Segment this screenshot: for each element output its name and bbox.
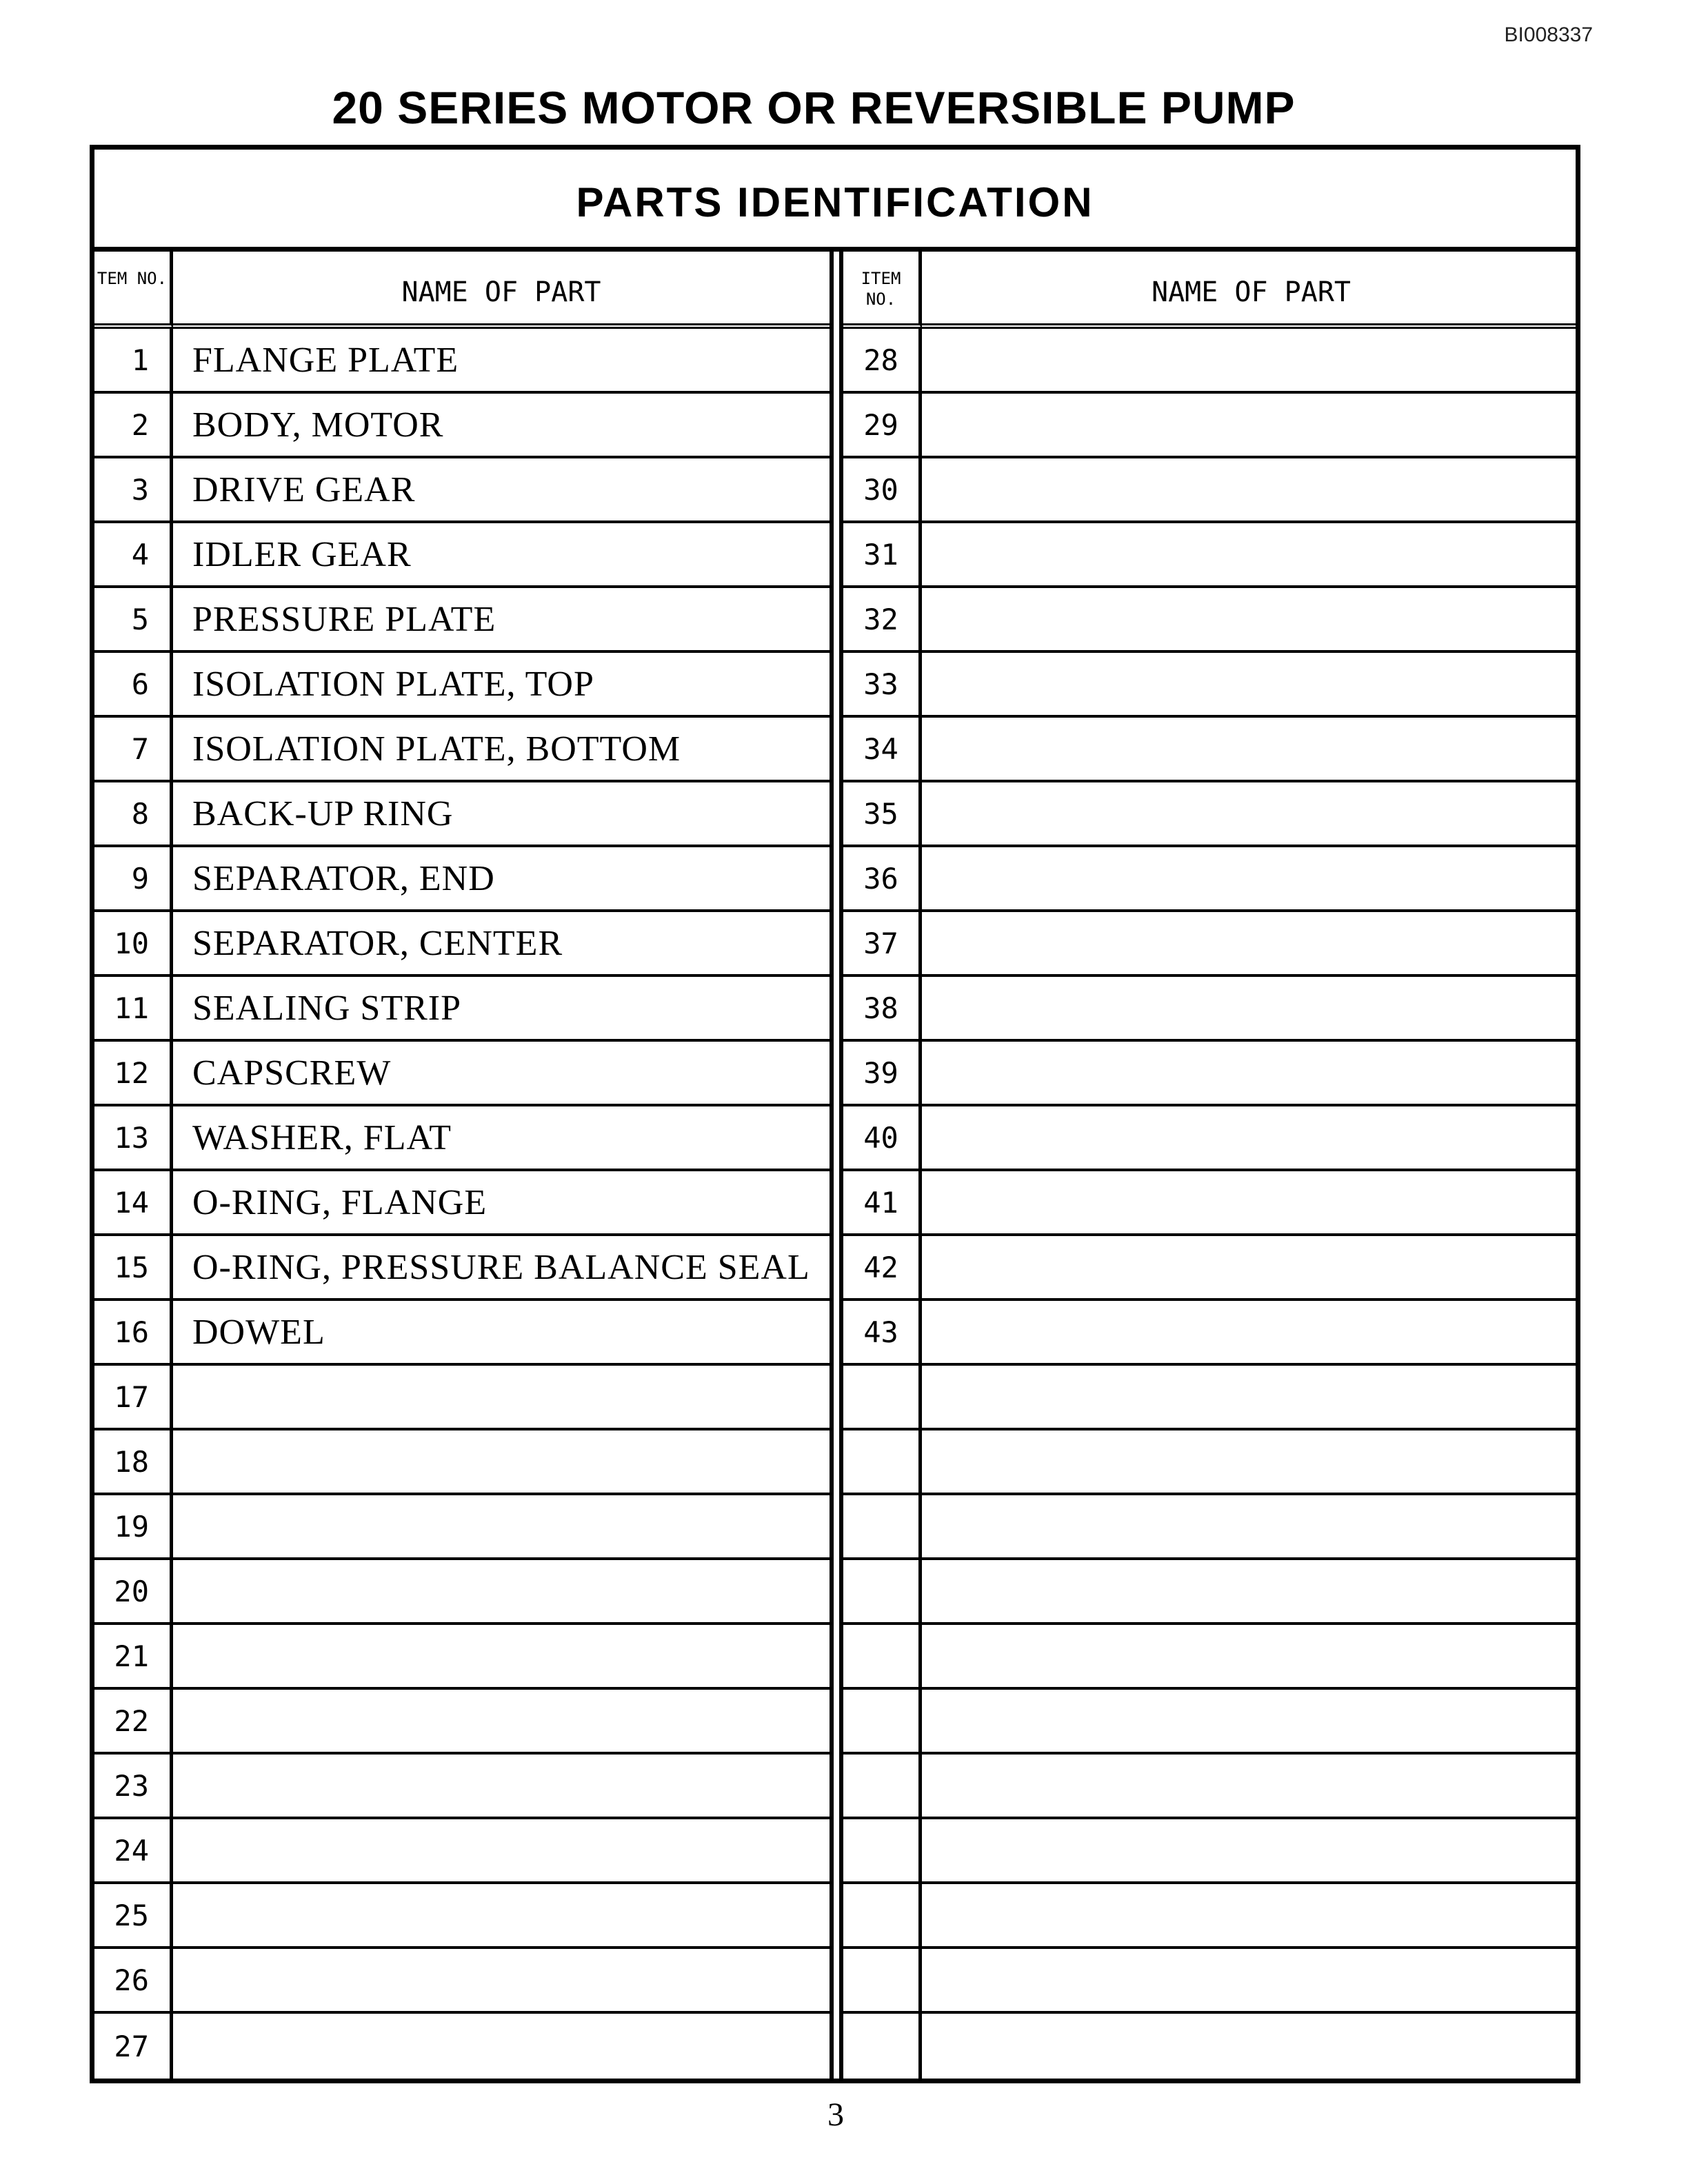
table-row <box>94 977 830 1042</box>
item-number-cell <box>843 1625 922 1687</box>
table-row <box>94 1301 830 1366</box>
part-name-cell <box>173 1884 830 1946</box>
item-number-cell: 40 <box>843 1106 922 1169</box>
table-row <box>843 1301 1580 1366</box>
part-name-cell: DRIVE GEAR <box>192 469 416 509</box>
part-name-cell: CAPSCREW <box>192 1053 392 1093</box>
item-number-cell: 31 <box>843 523 922 585</box>
item-number-cell: 8 <box>94 782 173 845</box>
part-name-cell: ISOLATION PLATE, BOTTOM <box>192 729 681 769</box>
item-number-cell: 19 <box>94 1495 173 1557</box>
part-name-cell <box>922 1949 1580 2011</box>
item-number-cell: 13 <box>94 1106 173 1169</box>
table-row <box>94 1366 830 1430</box>
table-row <box>94 1495 830 1560</box>
table-row <box>94 1690 830 1755</box>
part-name-cell <box>922 977 1580 1039</box>
table-row <box>94 1755 830 1819</box>
part-name-cell <box>922 1236 1580 1298</box>
part-name-cell <box>922 1560 1580 1622</box>
table-row <box>94 394 830 458</box>
rows-right <box>843 329 1580 2083</box>
part-name-cell: SEPARATOR, END <box>192 858 495 898</box>
table-row <box>843 1042 1580 1106</box>
table-row <box>843 394 1580 458</box>
table-row <box>843 1560 1580 1625</box>
item-number-cell: 37 <box>843 912 922 974</box>
item-number-cell: 41 <box>843 1171 922 1233</box>
part-name-cell <box>922 1625 1580 1687</box>
table-row <box>94 2014 830 2079</box>
item-number-cell: 29 <box>843 394 922 456</box>
table-row <box>94 1171 830 1236</box>
part-name-cell: PRESSURE PLATE <box>192 599 496 639</box>
item-number-cell: 18 <box>94 1430 173 1493</box>
table-row <box>94 1949 830 2014</box>
part-name-cell <box>173 1755 830 1817</box>
item-number-cell: 3 <box>94 458 173 520</box>
part-name-cell <box>922 847 1580 909</box>
part-name-cell <box>922 1042 1580 1104</box>
table-row <box>94 718 830 782</box>
table-row <box>94 847 830 912</box>
table-row <box>94 1819 830 1884</box>
part-name-cell <box>922 653 1580 715</box>
item-number-cell: 26 <box>94 1949 173 2011</box>
item-number-cell: 10 <box>94 912 173 974</box>
item-number-cell <box>843 1430 922 1493</box>
item-number-cell <box>843 1560 922 1622</box>
part-name-cell <box>922 588 1580 650</box>
name-of-part-header: NAME OF PART <box>173 252 830 329</box>
part-name-cell <box>173 1430 830 1493</box>
part-name-cell: SEALING STRIP <box>192 988 462 1028</box>
item-number-cell: 28 <box>843 329 922 391</box>
part-name-cell: FLANGE PLATE <box>192 340 459 380</box>
table-row <box>843 1236 1580 1301</box>
part-name-cell <box>922 1755 1580 1817</box>
table-row <box>94 329 830 394</box>
table-row <box>843 1690 1580 1755</box>
item-number-cell <box>843 1495 922 1557</box>
table-row <box>843 1106 1580 1171</box>
item-number-cell: 22 <box>94 1690 173 1752</box>
part-name-cell <box>922 523 1580 585</box>
part-name-cell <box>922 458 1580 520</box>
item-number-cell: 43 <box>843 1301 922 1363</box>
part-name-cell <box>173 2014 830 2079</box>
item-number-cell: 24 <box>94 1819 173 1881</box>
part-name-cell: BODY, MOTOR <box>192 405 444 445</box>
part-name-cell <box>173 1495 830 1557</box>
item-number-cell: 39 <box>843 1042 922 1104</box>
part-name-cell <box>922 394 1580 456</box>
part-name-cell <box>922 1819 1580 1881</box>
table-row <box>94 782 830 847</box>
table-row <box>843 1755 1580 1819</box>
part-name-cell <box>922 1366 1580 1428</box>
part-name-cell <box>922 1171 1580 1233</box>
table-row <box>843 458 1580 523</box>
document-id: BI008337 <box>1504 23 1593 46</box>
table-row <box>843 912 1580 977</box>
item-number-cell <box>843 1819 922 1881</box>
table-row <box>843 718 1580 782</box>
parts-table-right <box>839 252 1580 2083</box>
part-name-cell <box>173 1690 830 1752</box>
item-number-cell <box>843 1949 922 2011</box>
item-number-cell: 38 <box>843 977 922 1039</box>
item-number-cell: 30 <box>843 458 922 520</box>
item-number-cell <box>843 1366 922 1428</box>
part-name-cell: IDLER GEAR <box>192 534 412 574</box>
item-number-cell <box>843 1884 922 1946</box>
item-number-cell: 33 <box>843 653 922 715</box>
part-name-cell <box>922 1430 1580 1493</box>
part-name-cell <box>173 1560 830 1622</box>
table-row <box>94 912 830 977</box>
item-number-cell: 16 <box>94 1301 173 1363</box>
item-number-cell: 34 <box>843 718 922 780</box>
part-name-cell <box>173 1625 830 1687</box>
item-number-cell: 17 <box>94 1366 173 1428</box>
table-row <box>843 1430 1580 1495</box>
item-number-cell: 6 <box>94 653 173 715</box>
part-name-cell <box>922 2014 1580 2079</box>
part-name-cell <box>173 1949 830 2011</box>
item-number-cell <box>843 1755 922 1817</box>
part-name-cell: WASHER, FLAT <box>192 1118 452 1157</box>
item-number-cell <box>843 1690 922 1752</box>
item-number-cell: 21 <box>94 1625 173 1687</box>
item-number-cell: 7 <box>94 718 173 780</box>
table-row <box>843 329 1580 394</box>
part-name-cell: ISOLATION PLATE, TOP <box>192 664 594 704</box>
table-row <box>94 588 830 653</box>
item-number-cell: 25 <box>94 1884 173 1946</box>
table-row <box>94 1884 830 1949</box>
table-row <box>94 653 830 718</box>
part-name-cell <box>922 1301 1580 1363</box>
page-title: 20 SERIES MOTOR OR REVERSIBLE PUMP <box>332 82 1296 133</box>
item-number-cell: 36 <box>843 847 922 909</box>
item-number-cell <box>843 2014 922 2079</box>
table-row <box>843 653 1580 718</box>
table-row <box>94 1560 830 1625</box>
item-number-cell: 23 <box>94 1755 173 1817</box>
item-no-header: ITEM NO. <box>843 252 922 329</box>
page-number: 3 <box>827 2096 844 2133</box>
part-name-cell <box>173 1819 830 1881</box>
item-number-cell: 1 <box>94 329 173 391</box>
part-name-cell: BACK-UP RING <box>192 793 454 833</box>
table-row <box>94 1625 830 1690</box>
table-row <box>843 1625 1580 1690</box>
table-row <box>94 1430 830 1495</box>
item-number-cell: 15 <box>94 1236 173 1298</box>
table-row <box>94 523 830 588</box>
item-no-header: TEM NO. <box>94 252 173 329</box>
rows-left <box>94 329 830 2083</box>
table-row <box>843 1949 1580 2014</box>
part-name-cell <box>922 912 1580 974</box>
item-number-cell: 12 <box>94 1042 173 1104</box>
item-number-cell: 4 <box>94 523 173 585</box>
item-number-cell: 42 <box>843 1236 922 1298</box>
part-name-cell <box>173 1366 830 1428</box>
part-name-cell <box>922 1884 1580 1946</box>
table-row <box>843 1884 1580 1949</box>
part-name-cell: SEPARATOR, CENTER <box>192 923 563 963</box>
item-number-cell: 20 <box>94 1560 173 1622</box>
table-row <box>94 1042 830 1106</box>
part-name-cell: O-RING, FLANGE <box>192 1182 488 1222</box>
part-name-cell <box>922 1690 1580 1752</box>
table-title-bar <box>94 150 1576 252</box>
item-number-cell: 27 <box>94 2014 173 2079</box>
table-row <box>843 523 1580 588</box>
item-number-cell: 32 <box>843 588 922 650</box>
table-row <box>843 782 1580 847</box>
table-row <box>843 1366 1580 1430</box>
table-row <box>94 1106 830 1171</box>
table-title: PARTS IDENTIFICATION <box>576 179 1094 225</box>
parts-table-frame <box>90 145 1580 2083</box>
table-row <box>843 588 1580 653</box>
part-name-cell <box>922 329 1580 391</box>
table-row <box>843 1819 1580 1884</box>
table-row <box>94 1236 830 1301</box>
part-name-cell: DOWEL <box>192 1312 325 1352</box>
item-number-cell: 2 <box>94 394 173 456</box>
part-name-cell <box>922 1495 1580 1557</box>
parts-table-left <box>94 252 834 2083</box>
table-row <box>94 458 830 523</box>
part-name-cell: O-RING, PRESSURE BALANCE SEAL <box>192 1247 810 1287</box>
table-row <box>843 1495 1580 1560</box>
part-name-cell <box>922 718 1580 780</box>
part-name-cell <box>922 1106 1580 1169</box>
item-number-cell: 14 <box>94 1171 173 1233</box>
table-row <box>843 1171 1580 1236</box>
item-number-cell: 5 <box>94 588 173 650</box>
item-number-cell: 35 <box>843 782 922 845</box>
name-of-part-header: NAME OF PART <box>922 252 1580 329</box>
table-row <box>843 977 1580 1042</box>
item-number-cell: 9 <box>94 847 173 909</box>
item-number-cell: 11 <box>94 977 173 1039</box>
table-row <box>843 847 1580 912</box>
part-name-cell <box>922 782 1580 845</box>
table-row <box>843 2014 1580 2079</box>
